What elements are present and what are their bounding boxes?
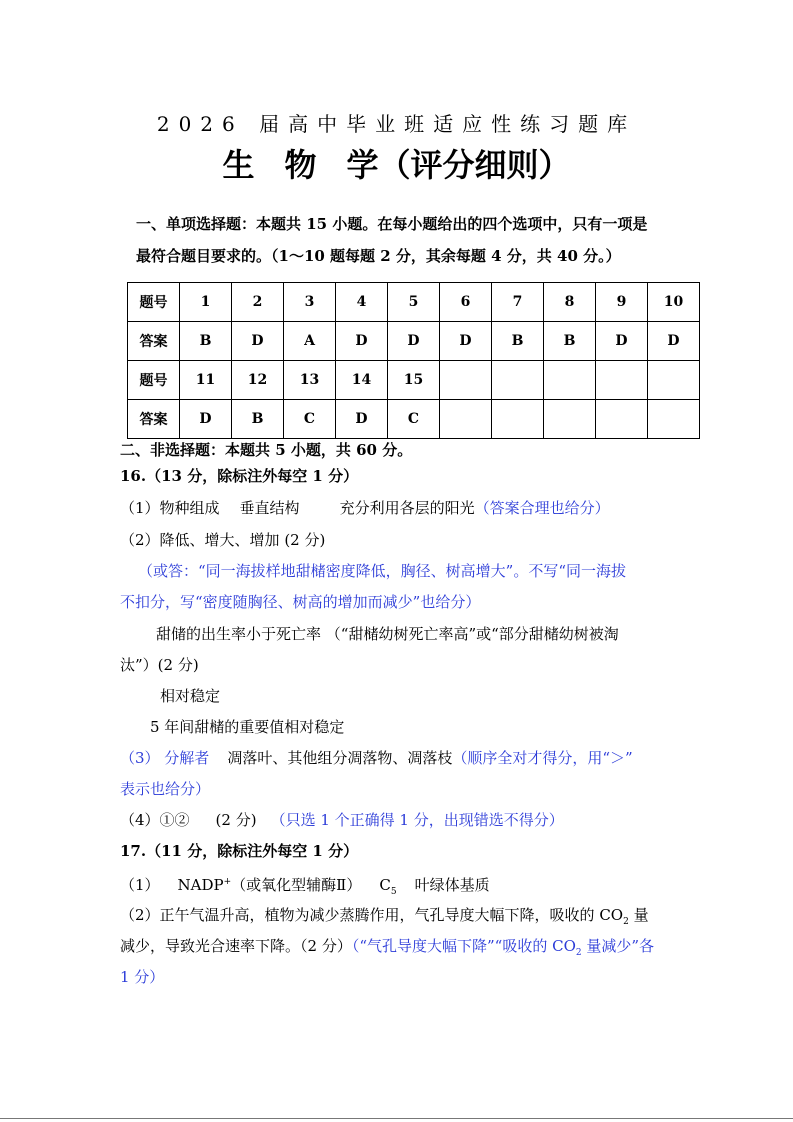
table-cell: C xyxy=(388,400,440,439)
subscript: 5 xyxy=(390,887,397,897)
grading-note: （只选 1 个正确得 1 分，出现错选不得分） xyxy=(270,811,564,829)
grading-note: （或答：“同一海拔样地甜槠密度降低，胸径、树高增大”。不写“同一海拔 xyxy=(138,562,627,580)
grading-note: （答案合理也给分） xyxy=(474,499,610,517)
table-cell xyxy=(544,400,596,439)
q17-part2-line2 xyxy=(120,936,654,963)
table-cell xyxy=(596,361,648,400)
subscript: 2 xyxy=(575,948,582,958)
exam-header: 2026 届高中毕业班适应性练习题库 xyxy=(156,112,637,136)
answer-table xyxy=(127,282,700,439)
table-cell xyxy=(492,400,544,439)
table-row xyxy=(128,322,700,361)
table-cell: D xyxy=(180,400,232,439)
row-label: 答案 xyxy=(128,322,180,361)
table-cell: 13 xyxy=(284,361,336,400)
table-cell: 12 xyxy=(232,361,284,400)
answer-text: 减少，导致光合速率下降。（2 分） xyxy=(120,937,352,955)
table-cell: 1 xyxy=(180,283,232,322)
answer-text: 相对稳定 xyxy=(160,687,221,705)
q16-part4 xyxy=(120,810,564,830)
table-cell: 3 xyxy=(284,283,336,322)
q16-part2: （2）降低、增大、增加 (2 分) xyxy=(120,531,326,549)
table-cell: 7 xyxy=(492,283,544,322)
table-cell xyxy=(492,361,544,400)
q17-part1 xyxy=(120,872,490,902)
table-cell: 15 xyxy=(388,361,440,400)
answer-text: （2）正午气温升高，植物为减少蒸腾作用，气孔导度大幅下降，吸收的 CO xyxy=(120,906,624,924)
row-label: 题号 xyxy=(128,361,180,400)
q16-heading: 16.（13 分，除标注外每空 1 分） xyxy=(120,467,359,485)
table-row xyxy=(128,400,700,439)
q17-part2-line1 xyxy=(120,905,649,932)
answer-text: （4）①② xyxy=(120,811,190,829)
table-cell: C xyxy=(284,400,336,439)
subscript: 2 xyxy=(623,917,629,927)
table-cell: 2 xyxy=(232,283,284,322)
table-cell: 10 xyxy=(648,283,700,322)
answer-text: 叶绿体基质 xyxy=(414,876,490,894)
table-cell: D xyxy=(388,322,440,361)
answer-text: 5 年间甜槠的重要值相对稳定 xyxy=(150,718,345,736)
table-cell: D xyxy=(232,322,284,361)
answer-text: 垂直结构 xyxy=(239,499,300,517)
answer-text: （1） xyxy=(120,876,160,894)
q17-heading: 17.（11 分，除标注外每空 1 分） xyxy=(120,842,359,860)
table-cell: 8 xyxy=(544,283,596,322)
answer-text: （或氧化型辅酶Ⅱ） xyxy=(231,876,362,894)
table-cell: B xyxy=(544,322,596,361)
table-cell: B xyxy=(492,322,544,361)
table-cell xyxy=(596,400,648,439)
table-cell: D xyxy=(596,322,648,361)
superscript: + xyxy=(223,877,232,887)
answer-text: 量 xyxy=(628,906,649,924)
table-cell xyxy=(648,361,700,400)
answer-text: NADP xyxy=(177,876,224,894)
table-cell: 9 xyxy=(596,283,648,322)
answer-text: 甜储的出生率小于死亡率 （“甜槠幼树死亡率高”或“部分甜槠幼树被淘 xyxy=(156,625,619,643)
table-cell xyxy=(648,400,700,439)
q16-part3 xyxy=(120,748,633,768)
answer-text: （1）物种组成 xyxy=(120,499,220,517)
table-cell: D xyxy=(336,400,388,439)
table-cell: 14 xyxy=(336,361,388,400)
answer-text: (2 分) xyxy=(215,811,257,829)
grading-note: 不扣分，写“密度随胸径、树高的增加而减少”也给分） xyxy=(120,593,481,611)
answer-text: 汰”）(2 分) xyxy=(120,656,199,674)
table-cell: A xyxy=(284,322,336,361)
answer-text: 充分利用各层的阳光 xyxy=(339,499,475,517)
table-cell xyxy=(544,361,596,400)
section2-heading: 二、非选择题：本题共 5 小题，共 60 分。 xyxy=(120,441,413,459)
table-cell xyxy=(440,400,492,439)
table-cell: 11 xyxy=(180,361,232,400)
grading-note: 表示也给分） xyxy=(120,780,211,798)
row-label: 题号 xyxy=(128,283,180,322)
page-bottom-rule xyxy=(0,1118,793,1119)
grading-note: 1 分） xyxy=(120,968,165,986)
answer-text: C xyxy=(379,876,391,894)
table-cell: B xyxy=(232,400,284,439)
table-cell: D xyxy=(440,322,492,361)
table-row xyxy=(128,283,700,322)
table-cell: D xyxy=(648,322,700,361)
grading-note: （顺序全对才得分，用“＞” xyxy=(452,749,633,767)
grading-note: （“气孔导度大幅下降”“吸收的 CO xyxy=(351,937,576,955)
section1-line1: 一、单项选择题：本题共 15 小题。在每小题给出的四个选项中，只有一项是 xyxy=(136,215,648,233)
table-cell xyxy=(440,361,492,400)
table-cell: D xyxy=(336,322,388,361)
row-label: 答案 xyxy=(128,400,180,439)
title-part3: 学（评分细则） xyxy=(346,146,571,184)
table-cell: 5 xyxy=(388,283,440,322)
table-cell: B xyxy=(180,322,232,361)
table-cell: 4 xyxy=(336,283,388,322)
page-title xyxy=(0,140,793,186)
grading-note: 量减少”各 xyxy=(581,937,655,955)
section1-line2: 最符合题目要求的。（1～10 题每题 2 分，其余每题 4 分，共 40 分。） xyxy=(136,247,621,265)
answer-text: （3） 分解者 xyxy=(120,749,210,767)
q16-part1 xyxy=(120,498,610,518)
table-row xyxy=(128,361,700,400)
title-part2: 物 xyxy=(284,146,317,184)
answer-text: 凋落叶、其他组分凋落物、凋落枝 xyxy=(227,749,453,767)
table-cell: 6 xyxy=(440,283,492,322)
title-part1: 生 xyxy=(222,146,255,184)
